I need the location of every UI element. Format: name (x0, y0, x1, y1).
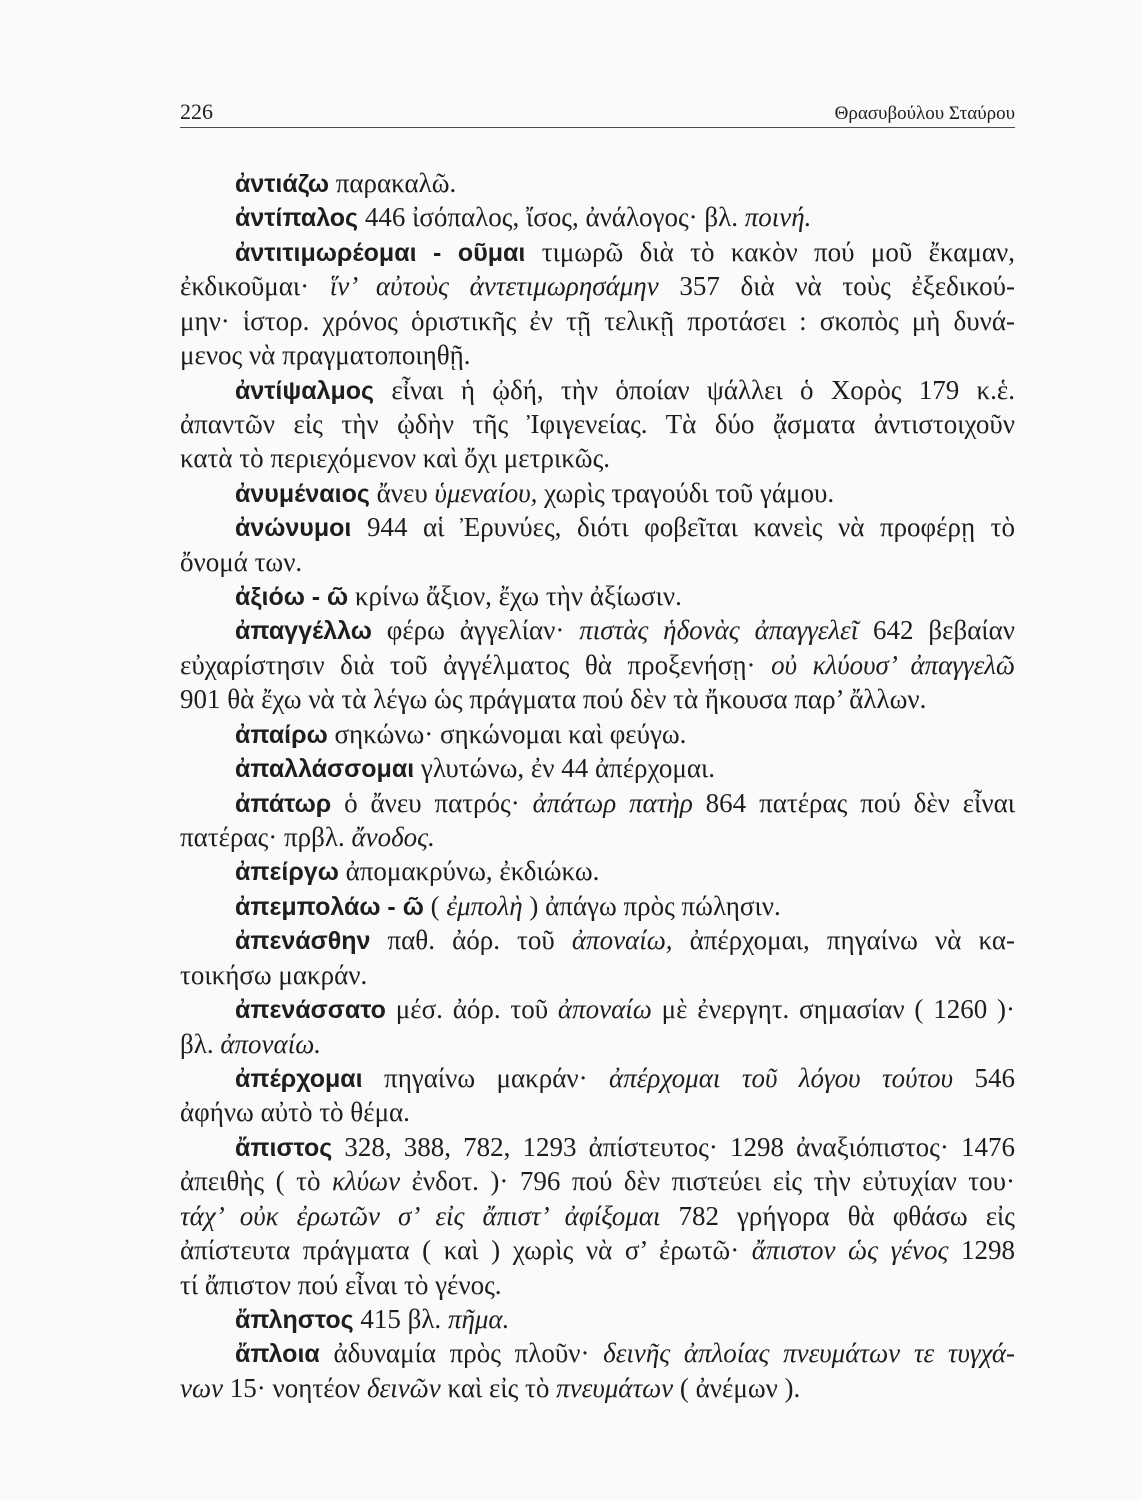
headword: ἀπείργω (235, 858, 339, 887)
entry-line (180, 1336, 1015, 1370)
headword: ἀπαγγέλλω (235, 617, 372, 646)
entry-line (180, 820, 1015, 854)
italic-citation: δεινῆς ἀπλοίας πνευμάτων τε τυγχά- (603, 1338, 1015, 1369)
entry-line (180, 1164, 1015, 1198)
entry-line (180, 682, 1015, 716)
gloss-text: ( (423, 890, 447, 921)
entry-line (180, 338, 1015, 372)
gloss-text: 15· νοητέον (223, 1372, 367, 1403)
italic-citation: νων (180, 1372, 224, 1403)
headword: ἀντιτιμωρέομαι - οῦμαι (235, 238, 526, 267)
glossary-entry (180, 923, 1015, 992)
italic-citation: ἵν’ αὐτοὺς ἀντετιμωρησάμην (329, 271, 659, 302)
glossary-entry (180, 854, 1015, 888)
headword: ἄπληστος (235, 1305, 354, 1334)
entry-line (180, 1268, 1015, 1302)
headword: ἀξιόω - ῶ (235, 583, 349, 612)
entry-line (180, 889, 1015, 923)
headword: ἀπεμπολάω - ῶ (235, 892, 424, 921)
entry-line (180, 1130, 1015, 1164)
glossary-entry (180, 166, 1015, 200)
glossary-entry (180, 1336, 1015, 1405)
entry-line (180, 545, 1015, 579)
italic-citation: ἀποναίω (557, 994, 652, 1025)
headword: ἀπαλλάσσομαι (235, 755, 415, 784)
entry-line (180, 579, 1015, 613)
entry-line (180, 992, 1015, 1026)
gloss-text: 642 βεβαίαν (858, 615, 1015, 646)
gloss-text: ἐνδοτ. )· 796 πού δὲν πιστεύει εἰς τὴν εὐτυχίαν του· (400, 1166, 1015, 1197)
gloss-text: ἀπαντῶν εἰς τὴν ᾠδὴν τῆς Ἰφιγενείας. Τὰ δύο ᾄσματα ἀντιστοιχοῦν (180, 408, 1015, 439)
glossary-entry (180, 200, 1015, 234)
gloss-text: μέσ. ἀόρ. τοῦ (385, 994, 558, 1025)
headword: ἀνυμέναιος (235, 479, 370, 508)
headword: ἀπαίρω (235, 720, 328, 749)
gloss-text: ὁ ἄνευ πατρός· (331, 787, 533, 818)
entry-line (180, 441, 1015, 475)
header-rule (180, 127, 1015, 128)
gloss-text: βλ. (180, 1028, 221, 1059)
entry-line (180, 923, 1015, 957)
glossary-entry (180, 992, 1015, 1061)
italic-citation: ἐμπολὴ (446, 890, 523, 921)
gloss-text: εἶναι ἡ ᾠδή, τὴν ὁποίαν ψάλλει ὁ Χορὸς 179 κ.ἑ. (374, 374, 1015, 405)
gloss-text: φέρω ἀγγελίαν· (371, 615, 580, 646)
entry-line (180, 613, 1015, 647)
headword: ἄπιστος (235, 1133, 333, 1162)
entry-line (180, 200, 1015, 234)
italic-citation: ἀποναίω, (571, 925, 673, 956)
gloss-text: 944 αἱ Ἐρυνύες, διότι φοβεῖται κανεὶς νὰ προφέρῃ τὸ (351, 512, 1015, 543)
gloss-text: ἐκδικοῦμαι· (180, 271, 330, 302)
gloss-text: ( ἀνέμων ). (673, 1372, 801, 1403)
entry-line (180, 373, 1015, 407)
gloss-text: τοικήσω μακράν. (180, 959, 368, 990)
entry-line (180, 854, 1015, 888)
italic-citation: πιστὰς ἡδονὰς ἀπαγγελεῖ (579, 615, 859, 646)
entry-line (180, 717, 1015, 751)
italic-citation: ἀπάτωρ πατὴρ (532, 787, 693, 818)
headword: ἀντιάζω (235, 170, 329, 198)
gloss-text: πατέρας· πρβλ. (180, 822, 352, 853)
glossary-entry (180, 373, 1015, 476)
headword: ἀνώνυμοι (235, 514, 352, 543)
gloss-text: πηγαίνω μακράν· (362, 1062, 610, 1093)
gloss-text: 864 πατέρας πού δὲν εἶναι (692, 787, 1015, 818)
entry-line (180, 1027, 1015, 1061)
gloss-text: ) ἀπάγω πρὸς πώλησιν. (522, 890, 781, 921)
gloss-text: 782 γρήγορα θὰ φθάσω εἰς (660, 1200, 1015, 1231)
gloss-text: ἀπομακρύνω, ἐκδιώκω. (338, 856, 600, 887)
entry-line (180, 958, 1015, 992)
gloss-text: τί ἄπιστον πού εἶναι τὸ γένος. (180, 1269, 502, 1300)
gloss-text: εὐχαρίστησιν διὰ τοῦ ἀγγέλματος θὰ προξενήσῃ· (180, 649, 772, 680)
headword: ἀπάτωρ (235, 789, 332, 818)
gloss-text: 328, 388, 782, 1293 ἀπίστευτος· 1298 ἀναξιόπιστος· 1476 (332, 1131, 1015, 1162)
gloss-text: μὲ ἐνεργητ. σημασίαν ( 1260 )· (651, 994, 1015, 1025)
italic-citation: ἄπιστον ὡς γένος (751, 1235, 949, 1266)
glossary-entry (180, 1302, 1015, 1336)
running-title: Θρασυβούλου Σταύρου (834, 103, 1015, 124)
gloss-text: ἀπειθὴς ( τὸ (180, 1166, 332, 1197)
entry-line (180, 269, 1015, 303)
entry-line (180, 751, 1015, 785)
gloss-text: γλυτώνω, ἐν 44 ἀπέρχομαι. (414, 753, 716, 784)
glossary-entry (180, 751, 1015, 785)
page-number: 226 (180, 99, 213, 124)
glossary-entry (180, 579, 1015, 613)
gloss-text: ἀπίστευτα πράγματα ( καὶ ) χωρὶς νὰ σ’ ἐρωτῶ· (180, 1235, 752, 1266)
entry-line (180, 235, 1015, 269)
italic-citation: ἀπέρχομαι τοῦ λόγου τούτου (609, 1062, 954, 1093)
italic-citation: ποινή. (744, 202, 812, 233)
entry-line (180, 166, 1015, 200)
italic-citation: δεινῶν (367, 1372, 441, 1403)
italic-citation: ὑμεναίου, (434, 477, 538, 508)
headword: ἀπενάσσατο (235, 996, 386, 1025)
italic-citation: πῆμα. (447, 1303, 510, 1334)
gloss-text: χωρὶς τραγούδι τοῦ γάμου. (537, 477, 835, 508)
entry-line (180, 304, 1015, 338)
entry-line (180, 476, 1015, 510)
italic-citation: κλύων (331, 1166, 401, 1197)
glossary-entry (180, 786, 1015, 855)
gloss-text: τιμωρῶ διὰ τὸ κακὸν πού μοῦ ἔκαμαν, (525, 236, 1015, 267)
gloss-text: σηκώνω· σηκώνομαι καὶ φεύγω. (327, 718, 687, 749)
italic-citation: ἀποναίω. (220, 1028, 322, 1059)
headword: ἄπλοια (235, 1340, 320, 1369)
gloss-text: 546 (953, 1062, 1016, 1093)
entry-line (180, 648, 1015, 682)
glossary-entry (180, 235, 1015, 373)
headword: ἀπενάσθην (235, 927, 371, 956)
italic-citation: οὐ κλύουσ’ ἀπαγγελῶ (771, 649, 1015, 680)
glossary-entry (180, 717, 1015, 751)
gloss-text: ἄνευ (369, 477, 435, 508)
gloss-text: 1298 (948, 1235, 1016, 1266)
gloss-text: ἀφήνω αὐτὸ τὸ θέμα. (180, 1097, 410, 1128)
gloss-text: παθ. ἀόρ. τοῦ (370, 925, 572, 956)
entry-line (180, 1061, 1015, 1095)
gloss-text: 901 θὰ ἔχω νὰ τὰ λέγω ὡς πράγματα πού δὲν τὰ ἤκουσα παρ’ ἄλλων. (180, 684, 927, 715)
gloss-text: ἀπέρχομαι, πηγαίνω νὰ κα- (672, 925, 1015, 956)
gloss-text: 446 ἰσόπαλος, ἴσος, ἀνάλογος· βλ. (358, 202, 745, 233)
glossary-entry (180, 889, 1015, 923)
gloss-text: μην· ἱστορ. χρόνος ὁριστικῆς ἐν τῇ τελικῇ προτάσει : σκοπὸς μὴ δυνά- (180, 305, 1015, 336)
italic-citation: ἄνοδος. (351, 822, 435, 853)
glossary-entry (180, 510, 1015, 579)
gloss-text: 357 διὰ νὰ τοὺς ἐξεδικού- (658, 271, 1016, 302)
entry-line (180, 1199, 1015, 1233)
headword: ἀντίπαλος (235, 204, 359, 233)
entry-line (180, 407, 1015, 441)
italic-citation: πνευμάτων (556, 1372, 674, 1403)
gloss-text: 415 βλ. (353, 1303, 448, 1334)
glossary-entry (180, 476, 1015, 510)
gloss-text: ὄνομά των. (180, 546, 303, 577)
gloss-text: καὶ εἰς τὸ (440, 1372, 557, 1403)
entry-line (180, 1302, 1015, 1336)
headword: ἀπέρχομαι (235, 1064, 363, 1093)
entry-line (180, 510, 1015, 544)
gloss-text: κρίνω ἄξιον, ἔχω τὴν ἀξίωσιν. (348, 581, 682, 612)
glossary-entry (180, 1061, 1015, 1130)
gloss-text: κατὰ τὸ περιεχόμενον καὶ ὄχι μετρικῶς. (180, 443, 611, 474)
italic-citation: τάχ’ οὐκ ἐρωτῶν σ’ εἰς ἄπιστ’ ἀφίξομαι (180, 1200, 661, 1231)
glossary-body (180, 166, 1015, 1405)
glossary-entry (180, 1130, 1015, 1302)
gloss-text: παρακαλῶ. (328, 168, 457, 198)
gloss-text: μενος νὰ πραγματοποιηθῇ. (180, 340, 471, 371)
entry-line (180, 786, 1015, 820)
gloss-text: ἀδυναμία πρὸς πλοῦν· (319, 1338, 604, 1369)
glossary-entry (180, 613, 1015, 716)
entry-line (180, 1233, 1015, 1267)
headword: ἀντίψαλμος (235, 376, 375, 405)
entry-line (180, 1371, 1015, 1405)
entry-line (180, 1095, 1015, 1129)
